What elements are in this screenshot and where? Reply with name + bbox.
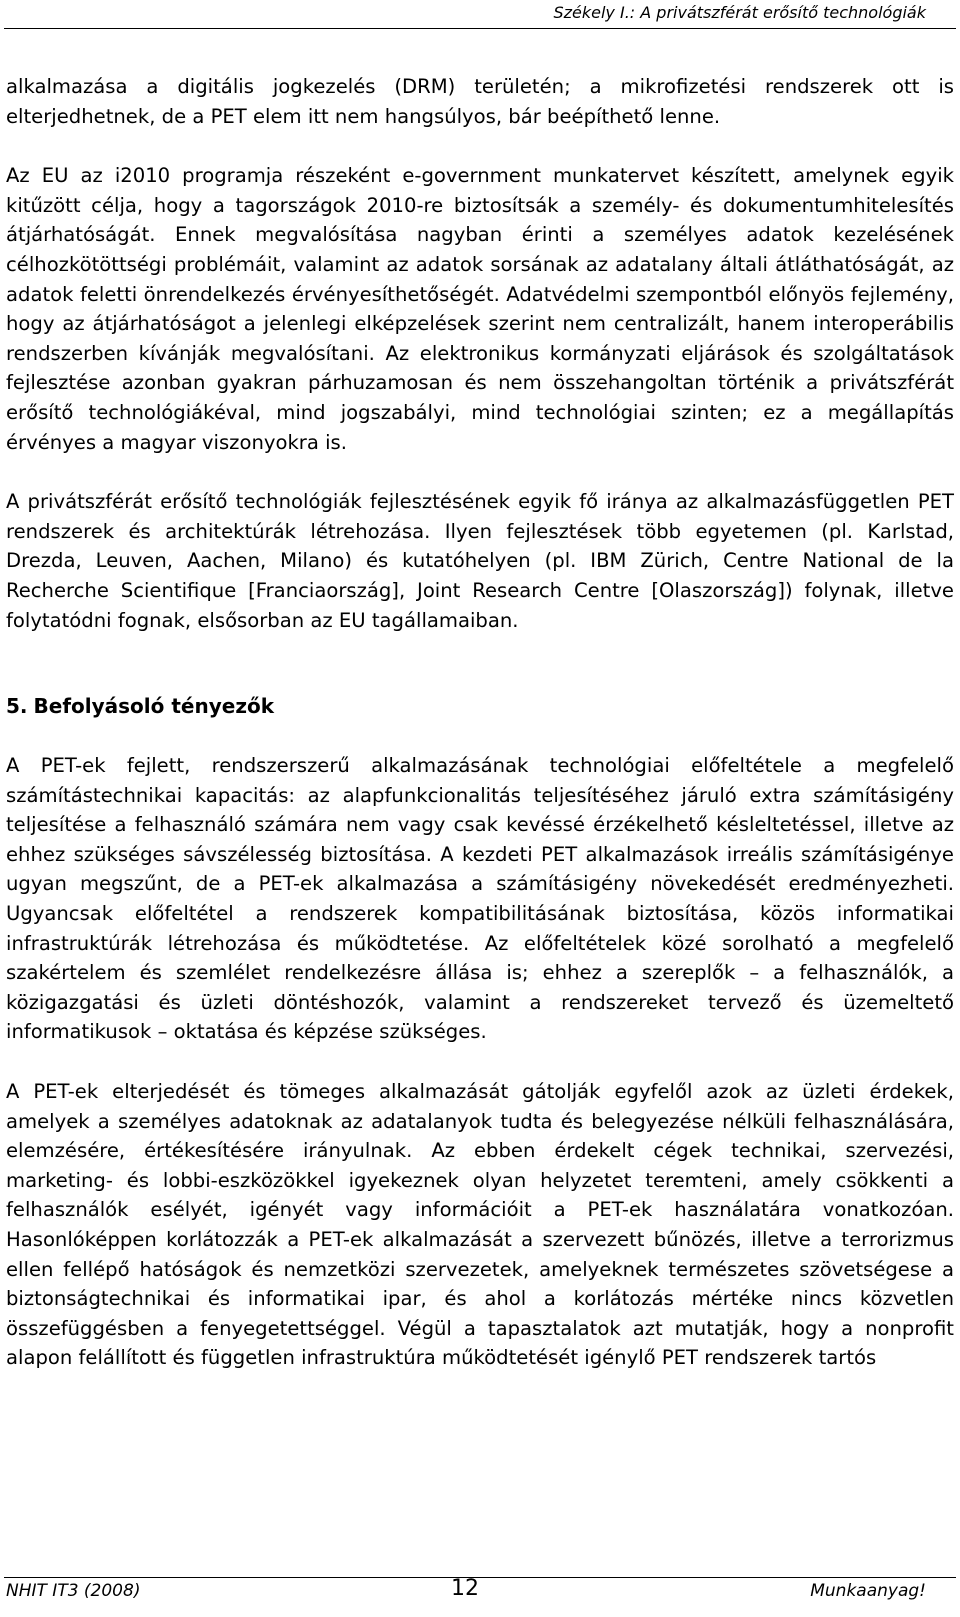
page-footer [6, 1578, 926, 1604]
paragraph-continued: alkalmazása a digitális jogkezelés (DRM) területén; a mikrofizetési rendszerek ott is elterjedhetnek, de a PET elem itt nem hangsúlyos, bár beépíthető lenne. [6, 75, 954, 128]
page-number: 12 [451, 1576, 479, 1601]
footer-draft-label: Munkaanyag! [810, 1581, 926, 1601]
header-rule [4, 28, 956, 29]
paragraph-pet-development: A privátszférát erősítő technológiák fejlesztésének egyik fő iránya az alkalmazásfüggetlen PET rendszerek és architektúrák létrehozása. Ilyen fejlesztések több egyetemen (pl. Karlstad, Drezda, Leuven, Aachen, Milano) és kutatóhelyen (pl. IBM Zürich, Centre National de la Recherche Scientifique [Franciaország], Joint Research Centre [Olaszország]) folynak, illetve folytatódni fognak, elsősorban az EU tagállamaiban. [6, 490, 954, 632]
section-heading [6, 691, 954, 721]
paragraph-eu-egovernment: Az EU az i2010 programja részeként e-government munkatervet készített, amelynek egyik kitűzött célja, hogy a tagországok 2010-re biztosítsák a személy- és dokumentumhitelesítés átjárhatóságát. Ennek megvalósítása nagyban érinti a személyes adatok kezelésének célhozkötöttségi problémáit, valamint az adatok sorsának az adatalany általi átláthatóságát, az adatok feletti önrendelkezés érvényesíthetőségét. Adatvédelmi szempontból előnyös fejlemény, hogy az átjárhatóságot a jelenlegi elképzelések szerint nem centralizált, hanem interoperábilis rendszerben kívánják megvalósítani. Az elektronikus kormányzati eljárások és szolgáltatások fejlesztése azonban gyakran párhuzamosan és nem összehangoltan történik a privátszférát erősítő technológiákéval, mind jogszabályi, mind technológiai szinten; ez a megállapítás érvényes a magyar viszonyokra is. [6, 164, 954, 454]
paragraph-obstacles: A PET-ek elterjedését és tömeges alkalmazását gátolják egyfelől azok az üzleti érdekek, amelyek a személyes adatoknak az adatalanyok tudta és belegyezése nélküli felhasználására, elemzésére, értékesítésére irányulnak. Az ebben érdekelt cégek technikai, szervezési, marketing- és lobbi-eszközökkel igyekeznek olyan helyzetet teremteni, amely csökkenti a felhasználók esélyét, igényét vagy információit a PET-ek használatára vonatkozóan. Hasonlóképpen korlátozzák a PET-ek alkalmazását a szervezett bűnözés, illetve a terrorizmus ellen fellépő hatóságok és nemzetközi szervezetek, amelyeknek természetes szövetségese a biztonságtechnikai és informatikai ipar, és ahol a korlátozás mértéke nincs közvetlen összefüggésben a fenyegetettséggel. Végül a tapasztalatok azt mutatják, hogy a nonprofit alapon felállított és független infrastruktúra működtetését igénylő PET rendszerek tartós [6, 1080, 954, 1370]
section-number: 5. [6, 694, 28, 719]
paragraph-prerequisites: A PET-ek fejlett, rendszerszerű alkalmazásának technológiai előfeltétele a megfelelő számítástechnikai kapacitás: az alapfunkcionalitás teljesítéséhez járuló extra számításigény teljesítése a felhasználó számára nem vagy csak kevéssé érzékelhető késleltetéssel, illetve az ehhez szükséges sávszélesség biztosítása. A kezdeti PET alkalmazások irreális számításigénye ugyan megszűnt, de a PET-ek alkalmazása a számításigény növekedését eredményezheti. Ugyancsak előfeltétel a rendszerek kompatibilitásának biztosítása, közös informatikai infrastruktúrák létrehozása és működtetése. Az előfeltételek közé sorolható a megfelelő szakértelem és szemlélet rendelkezésre állása is; ehhez a szereplők – a felhasználók, a közigazgatási és üzleti döntéshozók, valamint a rendszereket tervező és üzemeltető informatikusok – oktatása és képzése szükséges. [6, 754, 954, 1044]
footer-document-id: NHIT IT3 (2008) [6, 1581, 141, 1601]
document-body [6, 72, 954, 1373]
section-title: Befolyásoló tényezők [33, 694, 275, 719]
running-header: Székely I.: A privátszférát erősítő technológiák [553, 3, 926, 22]
